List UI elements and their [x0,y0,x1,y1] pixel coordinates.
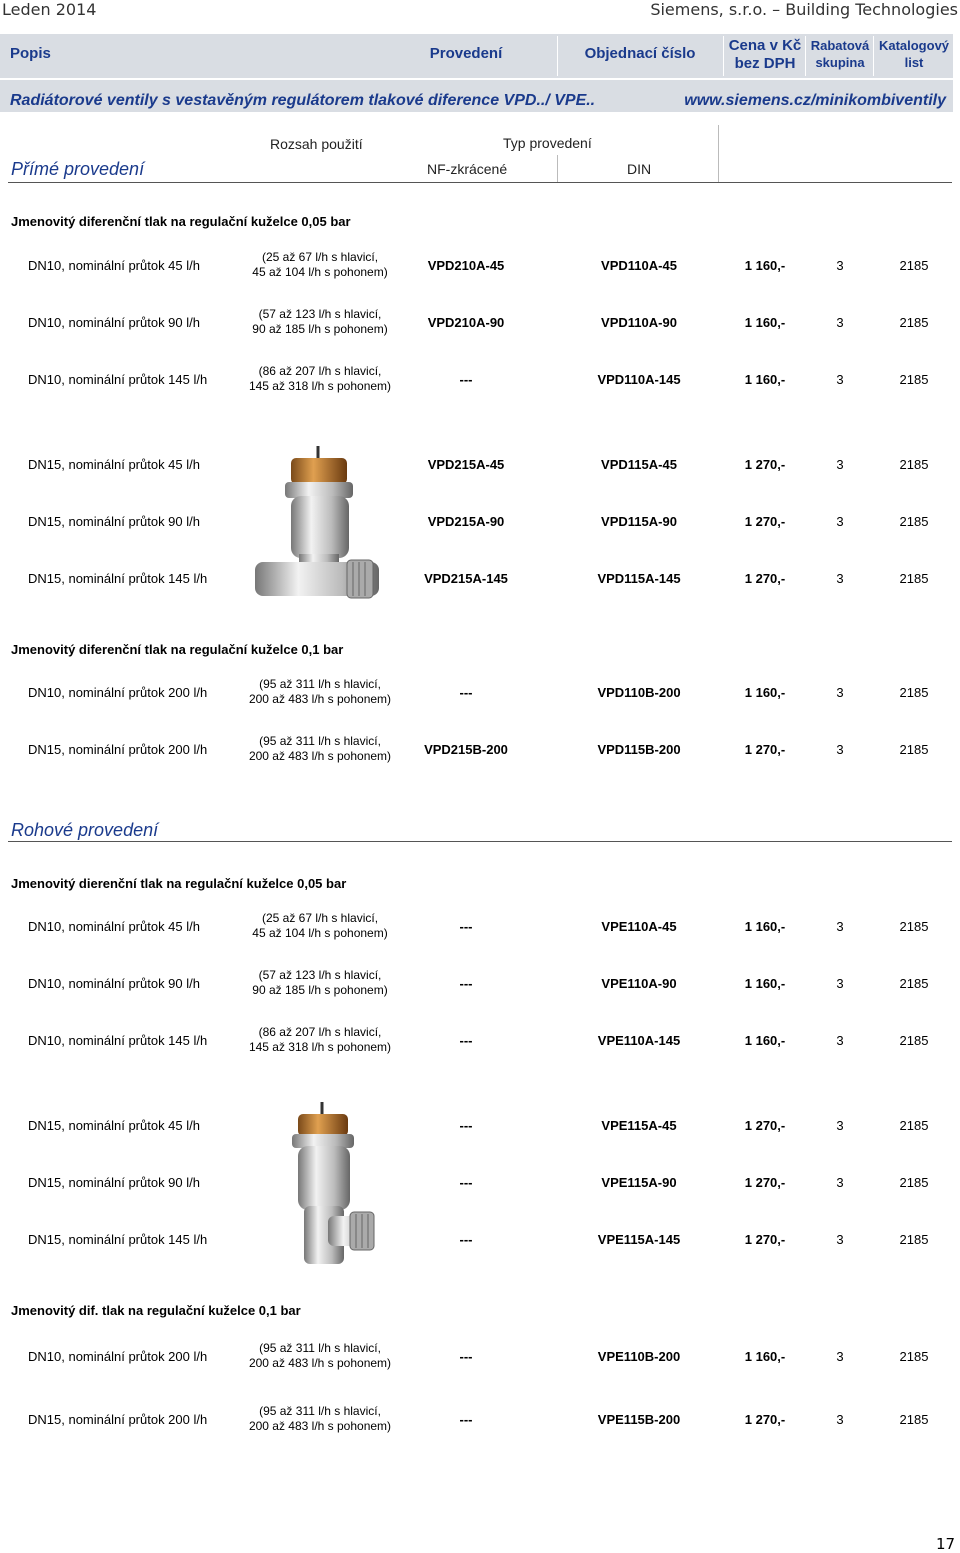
angle-valve-image [268,1098,388,1270]
row-rabat: 3 [836,315,844,330]
row-katalog: 2185 [899,1349,929,1364]
row-katalog: 2185 [899,1033,929,1048]
row-price: 1 270,- [744,1412,786,1427]
row-rabat: 3 [836,1349,844,1364]
row-din-code: VPD115A-45 [601,457,677,472]
row-description: DN15, nominální průtok 145 l/h [28,1232,208,1247]
row-range-drive: 145 až 318 l/h s pohonem) [248,1040,392,1054]
row-price: 1 270,- [744,514,786,529]
row-price: 1 160,- [744,919,786,934]
grid-line [557,155,558,182]
col-rabat-1: Rabatová [810,38,870,53]
row-rabat: 3 [836,1033,844,1048]
row-range-drive: 90 až 185 l/h s pohonem) [252,983,388,997]
row-range-head: (57 až 123 l/h s hlavicí, [258,307,382,321]
row-nf-code: --- [459,1033,473,1048]
row-range-head: (57 až 123 l/h s hlavicí, [258,968,382,982]
row-price: 1 160,- [744,685,786,700]
row-range-drive: 45 až 104 l/h s pohonem) [252,926,388,940]
row-din-code: VPE115A-90 [601,1175,677,1190]
group-heading: Jmenovitý diferenční tlak na regulační kuželce 0,05 bar [11,214,351,229]
header-company: Siemens, s.r.o. – Building Technologies [650,0,958,19]
row-description: DN15, nominální průtok 90 l/h [28,514,200,529]
row-katalog: 2185 [899,1232,929,1247]
row-katalog: 2185 [899,685,929,700]
row-range-head: (86 až 207 l/h s hlavicí, [258,364,382,378]
row-price: 1 270,- [744,457,786,472]
row-range-drive: 90 až 185 l/h s pohonem) [252,322,388,336]
row-rabat: 3 [836,1232,844,1247]
row-range-head: (25 až 67 l/h s hlavicí, [261,250,379,264]
row-range-head: (95 až 311 l/h s hlavicí, [259,677,381,691]
row-nf-code: VPD215A-90 [427,514,505,529]
row-rabat: 3 [836,919,844,934]
row-rabat: 3 [836,571,844,586]
row-range-head: (95 až 311 l/h s hlavicí, [259,1404,381,1418]
row-price: 1 160,- [744,372,786,387]
row-rabat: 3 [836,1118,844,1133]
row-rabat: 3 [836,1175,844,1190]
col-typ: Typ provedení [503,135,592,151]
row-rabat: 3 [836,372,844,387]
row-nf-code: --- [459,919,473,934]
row-rabat: 3 [836,976,844,991]
group-heading: Jmenovitý dif. tlak na regulační kuželce 0,1 bar [11,1303,301,1318]
row-nf-code: VPD215A-45 [427,457,505,472]
row-price: 1 160,- [744,1349,786,1364]
row-nf-code: --- [459,976,473,991]
col-cena-1: Cena v Kč [728,37,802,54]
row-description: DN15, nominální průtok 145 l/h [28,571,208,586]
row-rabat: 3 [836,258,844,273]
section-rule [8,182,952,183]
col-katalog-2: list [904,55,924,70]
row-rabat: 3 [836,514,844,529]
row-price: 1 160,- [744,258,786,273]
row-katalog: 2185 [899,258,929,273]
col-din: DIN [627,161,652,177]
row-description: DN10, nominální průtok 200 l/h [28,685,208,700]
row-description: DN10, nominální průtok 200 l/h [28,1349,208,1364]
section-rule [8,841,952,842]
row-price: 1 160,- [744,976,786,991]
row-nf-code: VPD210A-90 [427,315,505,330]
straight-valve-image [255,442,385,612]
row-din-code: VPD110A-45 [601,258,677,273]
row-range-drive: 145 až 318 l/h s pohonem) [248,379,392,393]
row-description: DN15, nominální průtok 200 l/h [28,1412,208,1427]
group-heading: Jmenovitý diferenční tlak na regulační kuželce 0,1 bar [11,642,344,657]
row-katalog: 2185 [899,571,929,586]
row-nf-code: --- [459,1118,473,1133]
col-katalog-1: Katalogový [878,38,950,53]
row-katalog: 2185 [899,1118,929,1133]
row-description: DN10, nominální průtok 90 l/h [28,315,200,330]
row-din-code: VPD115B-200 [597,742,681,757]
row-description: DN10, nominální průtok 145 l/h [28,372,208,387]
row-description: DN15, nominální průtok 90 l/h [28,1175,200,1190]
section-title-angle: Rohové provedení [11,820,159,840]
row-din-code: VPE110A-90 [601,976,677,991]
row-description: DN10, nominální průtok 145 l/h [28,1033,208,1048]
row-range-head: (86 až 207 l/h s hlavicí, [258,1025,382,1039]
row-din-code: VPE115A-145 [597,1232,681,1247]
col-objednaci: Objednací číslo [584,45,696,62]
row-nf-code: --- [459,1175,473,1190]
catalog-url[interactable]: www.siemens.cz/minikombiventily [684,92,946,109]
header-divider [0,78,953,80]
row-description: DN10, nominální průtok 45 l/h [28,919,200,934]
row-range-drive: 200 až 483 l/h s pohonem) [248,1356,392,1370]
group-heading: Jmenovitý dierenční tlak na regulační kuželce 0,05 bar [11,876,347,891]
row-din-code: VPD110A-145 [597,372,681,387]
row-katalog: 2185 [899,919,929,934]
row-din-code: VPE115B-200 [597,1412,681,1427]
row-range-drive: 200 až 483 l/h s pohonem) [248,749,392,763]
table-title: Radiátorové ventily s vestavěným regulátorem tlakové diference VPD../ VPE.. [10,92,596,109]
row-description: DN10, nominální průtok 90 l/h [28,976,200,991]
row-description: DN15, nominální průtok 45 l/h [28,1118,200,1133]
row-description: DN15, nominální průtok 45 l/h [28,457,200,472]
row-katalog: 2185 [899,1175,929,1190]
col-rabat-2: skupina [815,55,865,70]
row-din-code: VPE110A-45 [601,919,677,934]
row-range-head: (95 až 311 l/h s hlavicí, [259,1341,381,1355]
row-description: DN15, nominální průtok 200 l/h [28,742,208,757]
row-price: 1 270,- [744,742,786,757]
row-nf-code: --- [459,1412,473,1427]
grid-line [718,125,719,182]
col-rozsah: Rozsah použití [270,136,363,152]
col-provedeni: Provedení [429,45,503,62]
row-price: 1 270,- [744,1175,786,1190]
row-range-head: (95 až 311 l/h s hlavicí, [259,734,381,748]
row-price: 1 270,- [744,1118,786,1133]
header-date: Leden 2014 [2,0,97,19]
row-din-code: VPD110B-200 [597,685,681,700]
row-katalog: 2185 [899,514,929,529]
row-nf-code: VPD215A-145 [424,571,508,586]
row-din-code: VPE115A-45 [601,1118,677,1133]
row-din-code: VPD115A-145 [597,571,681,586]
row-din-code: VPE110B-200 [597,1349,681,1364]
row-katalog: 2185 [899,457,929,472]
row-katalog: 2185 [899,976,929,991]
row-rabat: 3 [836,742,844,757]
row-rabat: 3 [836,685,844,700]
col-cena-2: bez DPH [734,55,796,72]
row-price: 1 160,- [744,315,786,330]
row-rabat: 3 [836,1412,844,1427]
row-katalog: 2185 [899,315,929,330]
row-range-head: (25 až 67 l/h s hlavicí, [261,911,379,925]
row-nf-code: --- [459,372,473,387]
row-rabat: 3 [836,457,844,472]
row-price: 1 270,- [744,571,786,586]
row-nf-code: --- [459,685,473,700]
col-nf: NF-zkrácené [427,161,508,177]
row-nf-code: VPD215B-200 [424,742,508,757]
row-price: 1 270,- [744,1232,786,1247]
row-nf-code: --- [459,1349,473,1364]
row-katalog: 2185 [899,742,929,757]
row-din-code: VPD110A-90 [601,315,677,330]
row-din-code: VPE110A-145 [597,1033,681,1048]
row-katalog: 2185 [899,372,929,387]
row-range-drive: 200 až 483 l/h s pohonem) [248,692,392,706]
header-sep [557,36,558,76]
row-range-drive: 45 až 104 l/h s pohonem) [252,265,388,279]
col-popis: Popis [10,45,51,62]
row-katalog: 2185 [899,1412,929,1427]
row-nf-code: --- [459,1232,473,1247]
row-description: DN10, nominální průtok 45 l/h [28,258,200,273]
row-nf-code: VPD210A-45 [427,258,505,273]
page-number: 17 [936,1535,956,1553]
section-title-prime: Přímé provedení [11,159,145,179]
row-range-drive: 200 až 483 l/h s pohonem) [248,1419,392,1433]
row-din-code: VPD115A-90 [601,514,677,529]
row-price: 1 160,- [744,1033,786,1048]
